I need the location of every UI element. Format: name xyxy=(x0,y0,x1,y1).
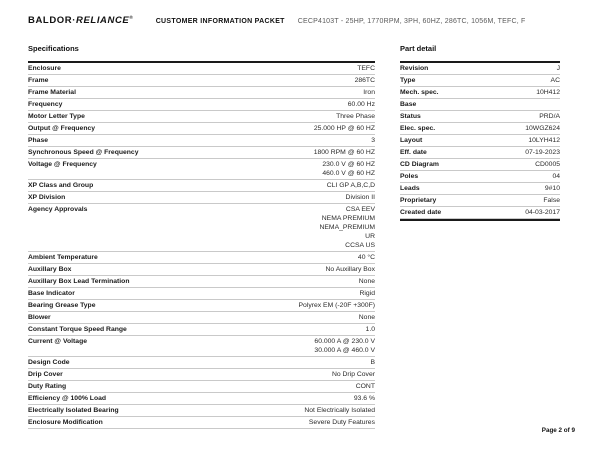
table-row xyxy=(28,324,375,336)
table-row xyxy=(28,357,375,369)
table-row xyxy=(28,180,375,192)
row-value-line: 9#10 xyxy=(544,185,560,192)
row-value-line: CSA EEV xyxy=(345,206,375,213)
table-row xyxy=(28,252,375,264)
page-header xyxy=(28,15,580,26)
table-row xyxy=(400,135,560,147)
row-value xyxy=(109,418,375,427)
row-label: Proprietary xyxy=(400,197,437,204)
row-value xyxy=(112,394,375,403)
row-value-line: No Drip Cover xyxy=(331,371,375,378)
table-row xyxy=(28,369,375,381)
row-value xyxy=(135,277,375,286)
row-value xyxy=(428,136,560,145)
row-value-line: 04 xyxy=(552,173,560,180)
table-row xyxy=(400,63,560,75)
row-value xyxy=(102,301,376,310)
row-value-line xyxy=(422,100,560,109)
part-detail-heading: Part detail xyxy=(400,44,437,53)
table-row xyxy=(28,312,375,324)
row-label: Design Code xyxy=(28,359,70,366)
row-value-line: None xyxy=(358,278,375,285)
table-row xyxy=(28,75,375,87)
row-value-line: False xyxy=(543,197,560,204)
row-value xyxy=(447,208,560,217)
table-row xyxy=(28,111,375,123)
row-value xyxy=(445,88,560,97)
row-label: Duty Rating xyxy=(28,383,67,390)
row-label: CD Diagram xyxy=(400,161,439,168)
row-value-line: Three Phase xyxy=(336,113,375,120)
row-label: Electrically Isolated Bearing xyxy=(28,407,119,414)
row-value-line: Severe Duty Features xyxy=(308,419,375,426)
row-label: Base xyxy=(400,101,417,108)
table-row xyxy=(28,123,375,135)
row-value-line: AC xyxy=(550,77,560,84)
table-row xyxy=(28,336,375,357)
row-value xyxy=(445,160,560,169)
row-value-line: 40 °C xyxy=(357,254,375,261)
specifications-section xyxy=(28,44,375,429)
row-value-line: Rigid xyxy=(359,290,375,297)
row-value-line: 04-03-2017 xyxy=(525,209,560,216)
row-value-line: 93.6 % xyxy=(353,395,375,402)
table-row xyxy=(28,147,375,159)
table-row xyxy=(28,381,375,393)
row-value-line: 10H412 xyxy=(536,89,560,96)
row-value xyxy=(103,160,375,178)
row-value-line: 3 xyxy=(371,137,375,144)
row-value xyxy=(54,76,375,85)
row-label: Base Indicator xyxy=(28,290,75,297)
table-row xyxy=(28,264,375,276)
row-value-line: J xyxy=(556,65,560,72)
row-value xyxy=(57,313,375,322)
row-label: Revision xyxy=(400,65,429,72)
row-value-line: 07-19-2023 xyxy=(525,149,560,156)
row-value-line: NEMA_PREMIUM xyxy=(319,224,375,231)
document-title: CUSTOMER INFORMATION PACKET xyxy=(155,18,285,26)
row-label: Efficiency @ 100% Load xyxy=(28,395,107,402)
brand-logo-separator: · xyxy=(72,15,77,27)
row-label: Frequency xyxy=(28,101,63,108)
specifications-heading: Specifications xyxy=(28,44,79,53)
table-row xyxy=(28,99,375,111)
part-detail-table xyxy=(400,61,560,221)
row-value-line: NEMA PREMIUM xyxy=(321,215,375,222)
row-value xyxy=(101,124,375,133)
table-row xyxy=(400,195,560,207)
row-value-line: CD0005 xyxy=(535,161,560,168)
row-label: Frame Material xyxy=(28,89,76,96)
row-label: Constant Torque Speed Range xyxy=(28,326,127,333)
table-row xyxy=(28,135,375,147)
row-value-line: 1.0 xyxy=(365,326,375,333)
row-label: Bearing Grease Type xyxy=(28,302,96,309)
table-row xyxy=(400,123,560,135)
row-value-line: CONT xyxy=(355,383,375,390)
row-value xyxy=(54,136,375,145)
row-label: Ambient Temperature xyxy=(28,254,98,261)
row-label: XP Division xyxy=(28,194,66,201)
table-row xyxy=(28,204,375,252)
table-row xyxy=(400,183,560,195)
row-value-line: 60.00 Hz xyxy=(347,101,375,108)
specifications-table xyxy=(28,61,375,429)
row-label: Layout xyxy=(400,137,423,144)
row-value-line: Not Electrically Isolated xyxy=(304,407,375,414)
row-label: Type xyxy=(400,77,416,84)
row-value-line: 10LYH412 xyxy=(528,137,560,144)
part-detail-section xyxy=(400,44,560,221)
row-label: Agency Approvals xyxy=(28,206,88,213)
table-row xyxy=(400,99,560,111)
row-label: Leads xyxy=(400,185,420,192)
row-label: Frame xyxy=(28,77,49,84)
row-value-line: Division II xyxy=(345,194,375,201)
row-value xyxy=(421,76,560,85)
brand-logo-reliance: RELIANCE xyxy=(76,15,130,27)
row-value-line: 60.000 A @ 230.0 V xyxy=(314,338,375,345)
row-label: Drip Cover xyxy=(28,371,63,378)
row-value xyxy=(433,148,560,157)
table-row xyxy=(28,192,375,204)
row-value-line: Iron xyxy=(363,89,375,96)
row-value xyxy=(125,406,375,415)
row-label: Blower xyxy=(28,314,51,321)
row-value xyxy=(434,64,560,73)
table-row xyxy=(28,417,375,429)
row-value-line: CCSA US xyxy=(345,242,375,249)
row-value xyxy=(442,196,560,205)
row-value xyxy=(99,181,375,190)
table-row xyxy=(400,207,560,219)
row-value-line: 230.0 V @ 60 HZ xyxy=(322,161,375,168)
row-label: Auxillary Box xyxy=(28,266,72,273)
table-row xyxy=(28,276,375,288)
row-label: Phase xyxy=(28,137,49,144)
row-value xyxy=(72,382,375,391)
row-label: Synchronous Speed @ Frequency xyxy=(28,149,139,156)
row-value xyxy=(76,358,375,367)
table-row xyxy=(28,393,375,405)
registered-trademark-icon: ® xyxy=(129,15,133,20)
table-row xyxy=(400,111,560,123)
row-value xyxy=(424,172,560,181)
row-value-line: 286TC xyxy=(354,77,375,84)
row-label: Elec. spec. xyxy=(400,125,436,132)
row-value-line: B xyxy=(370,359,375,366)
row-value xyxy=(68,100,375,109)
row-value xyxy=(71,193,375,202)
row-value-line: No Auxillary Box xyxy=(325,266,375,273)
brand-logo xyxy=(28,15,133,26)
row-label: Current @ Voltage xyxy=(28,338,87,345)
row-value xyxy=(81,289,375,298)
table-row xyxy=(400,159,560,171)
row-label: XP Class and Group xyxy=(28,182,94,189)
row-label: Poles xyxy=(400,173,419,180)
row-value-line: 30.000 A @ 460.0 V xyxy=(314,347,375,354)
table-row xyxy=(28,63,375,75)
table-row xyxy=(400,147,560,159)
row-label: Output @ Frequency xyxy=(28,125,96,132)
row-value-line: 25.000 HP @ 60 HZ xyxy=(313,125,375,132)
row-value xyxy=(427,112,560,121)
row-value xyxy=(426,184,560,193)
row-label: Motor Letter Type xyxy=(28,113,85,120)
table-row xyxy=(28,300,375,312)
row-value-line: PRD/A xyxy=(539,113,560,120)
row-label: Created date xyxy=(400,209,442,216)
row-value xyxy=(69,370,375,379)
table-row xyxy=(28,288,375,300)
row-value-line: CLI GP A,B,C,D xyxy=(326,182,375,189)
brand-logo-baldor: BALDOR xyxy=(28,15,73,27)
row-value xyxy=(104,253,375,262)
table-row xyxy=(400,75,560,87)
row-label: Auxillary Box Lead Termination xyxy=(28,278,130,285)
row-label: Status xyxy=(400,113,421,120)
row-label: Enclosure Modification xyxy=(28,419,103,426)
row-value xyxy=(145,148,376,157)
row-label: Eff. date xyxy=(400,149,427,156)
row-value-line: UR xyxy=(365,233,375,240)
row-value-line: 460.0 V @ 60 HZ xyxy=(322,170,375,177)
row-value xyxy=(133,325,375,334)
document-subtitle: CECP4103T - 25HP, 1770RPM, 3PH, 60HZ, 286TC, 1056M, TEFC, F xyxy=(297,18,526,26)
row-value-line: 1800 RPM @ 60 HZ xyxy=(313,149,375,156)
row-label: Mech. spec. xyxy=(400,89,439,96)
row-value xyxy=(93,337,375,355)
row-value xyxy=(93,205,375,250)
table-row xyxy=(28,159,375,180)
row-value xyxy=(441,124,560,133)
row-label: Enclosure xyxy=(28,65,61,72)
row-value-line: None xyxy=(358,314,375,321)
row-value xyxy=(422,100,560,109)
page-number: Page 2 of 9 xyxy=(541,427,575,434)
table-row xyxy=(28,405,375,417)
table-row xyxy=(28,87,375,99)
row-value xyxy=(67,64,375,73)
row-value-line: 10WGZ624 xyxy=(525,125,560,132)
row-value-line: Polyrex EM (-20F +300F) xyxy=(298,302,375,309)
table-row xyxy=(400,87,560,99)
row-label: Voltage @ Frequency xyxy=(28,161,97,168)
row-value-line: TEFC xyxy=(357,65,375,72)
row-value xyxy=(91,112,375,121)
table-row xyxy=(400,171,560,183)
row-value xyxy=(77,265,375,274)
row-value xyxy=(82,88,375,97)
